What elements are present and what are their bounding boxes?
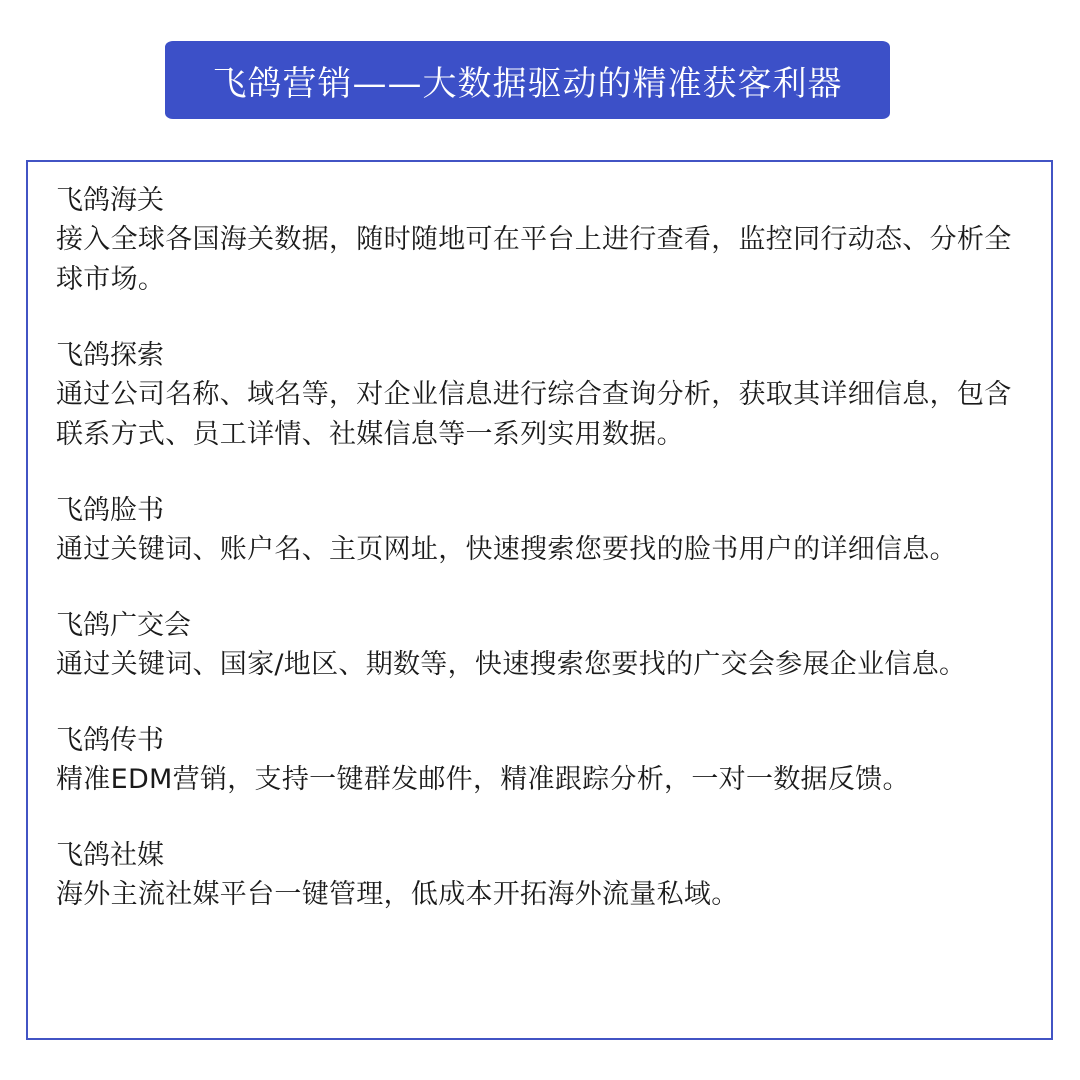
- feature-title: 飞鸽传书: [56, 725, 164, 756]
- feature-description: 通过公司名称、域名等，对企业信息进行综合查询分析，获取其详细信息，包含联系方式、员工详情、社媒信息等一系列实用数据。: [56, 379, 1012, 450]
- page-title: 飞鸽营销——大数据驱动的精准获客利器: [212, 63, 843, 104]
- feature-description: 通过关键词、国家/地区、期数等，快速搜索您要找的广交会参展企业信息。: [56, 649, 967, 680]
- feature-section-canton-fair: [56, 607, 1023, 685]
- feature-title: 飞鸽探索: [56, 340, 164, 371]
- feature-title: 飞鸽海关: [56, 185, 164, 216]
- feature-description: 海外主流社媒平台一键管理，低成本开拓海外流量私域。: [56, 879, 739, 910]
- feature-description: 精准EDM营销，支持一键群发邮件，精准跟踪分析，一对一数据反馈。: [56, 764, 910, 795]
- feature-title: 飞鸽社媒: [56, 840, 164, 871]
- feature-title: 飞鸽脸书: [56, 495, 164, 526]
- feature-section-edm: [56, 722, 1023, 800]
- feature-title: 飞鸽广交会: [56, 610, 191, 641]
- feature-description: 通过关键词、账户名、主页网址，快速搜索您要找的脸书用户的详细信息。: [56, 534, 957, 565]
- feature-section-facebook: [56, 492, 1023, 570]
- feature-list-panel: [26, 160, 1053, 1040]
- feature-description: 接入全球各国海关数据，随时随地可在平台上进行查看，监控同行动态、分析全球市场。: [56, 224, 1012, 295]
- feature-section-social-media: [56, 837, 1023, 915]
- header-banner: [165, 41, 890, 119]
- feature-section-customs: [56, 182, 1023, 300]
- feature-section-explore: [56, 337, 1023, 455]
